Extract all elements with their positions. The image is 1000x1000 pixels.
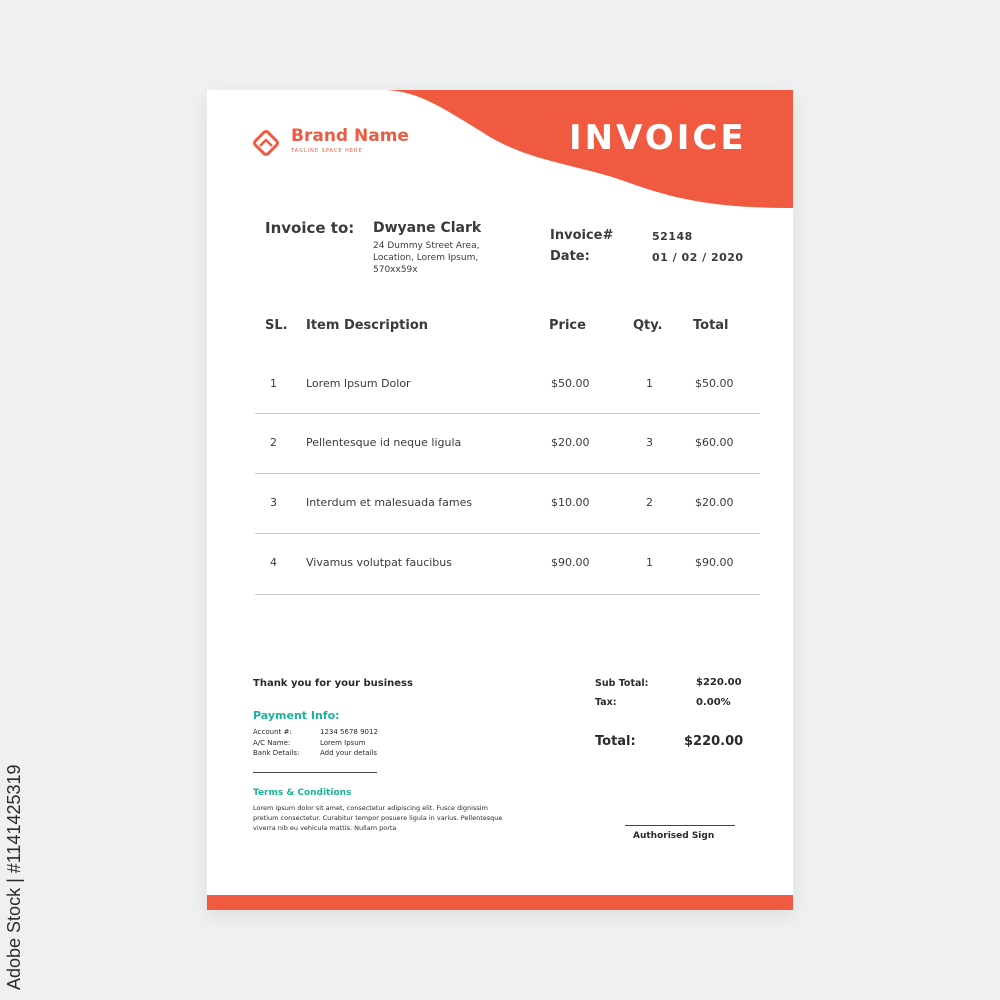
total-value: $220.00 bbox=[684, 734, 744, 749]
col-header-total: Total bbox=[693, 318, 729, 333]
row-divider bbox=[255, 533, 760, 534]
invoice-to-label: Invoice to: bbox=[265, 219, 355, 237]
invoice-number-label: Invoice# bbox=[550, 228, 614, 243]
row-divider bbox=[255, 473, 760, 474]
row-qty: 1 bbox=[646, 377, 653, 390]
payment-ac-name bbox=[253, 739, 366, 747]
terms-text: Lorem ipsum dolor sit amet, consectetur adipiscing elit. Fusce dignissim pretium consectetur. Curabitur tempor posuere ligula in varius. Pellentesque viverra nib eu vehicula mattis. Nullam porta bbox=[253, 804, 503, 832]
col-header-description: Item Description bbox=[306, 318, 429, 333]
payment-label: A/C Name: bbox=[253, 739, 291, 747]
row-sl: 1 bbox=[270, 377, 277, 390]
footer-accent-bar bbox=[207, 895, 793, 910]
signature-line bbox=[625, 825, 735, 826]
invoice-title: INVOICE bbox=[569, 118, 747, 158]
row-sl: 3 bbox=[270, 496, 277, 509]
col-header-qty: Qty. bbox=[633, 318, 663, 333]
payment-info-title: Payment Info: bbox=[253, 709, 340, 722]
table-row bbox=[207, 556, 793, 616]
row-qty: 1 bbox=[646, 556, 653, 569]
payment-label: Account #: bbox=[253, 728, 292, 736]
row-sl: 2 bbox=[270, 436, 277, 449]
row-total: $60.00 bbox=[695, 436, 734, 449]
payment-account bbox=[253, 728, 378, 736]
table-row bbox=[207, 496, 793, 556]
payment-value: Lorem Ipsum bbox=[320, 739, 366, 747]
tax-value: 0.00% bbox=[696, 697, 731, 708]
payment-divider bbox=[253, 772, 377, 773]
subtotal-value: $220.00 bbox=[696, 677, 742, 688]
row-description: Vivamus volutpat faucibus bbox=[306, 556, 452, 569]
invoice-sheet bbox=[207, 90, 793, 910]
authorised-sign-label: Authorised Sign bbox=[633, 831, 715, 841]
row-divider bbox=[255, 413, 760, 414]
col-header-price: Price bbox=[549, 318, 586, 333]
row-price: $90.00 bbox=[551, 556, 590, 569]
date-label: Date: bbox=[550, 249, 590, 264]
diamond-home-icon bbox=[249, 126, 283, 160]
row-price: $50.00 bbox=[551, 377, 590, 390]
table-row bbox=[207, 436, 793, 496]
row-description: Pellentesque id neque ligula bbox=[306, 436, 462, 449]
thank-you-note: Thank you for your business bbox=[253, 678, 413, 689]
row-price: $20.00 bbox=[551, 436, 590, 449]
row-total: $90.00 bbox=[695, 556, 734, 569]
stock-credit: Adobe Stock | #1141425319 bbox=[4, 764, 24, 990]
invoice-date: 01 / 02 / 2020 bbox=[652, 251, 744, 264]
total-label: Total: bbox=[595, 734, 636, 749]
row-qty: 3 bbox=[646, 436, 653, 449]
brand-tagline: TAGLINE SPACE HERE bbox=[291, 148, 363, 154]
payment-label: Bank Details: bbox=[253, 749, 300, 757]
terms-title: Terms & Conditions bbox=[253, 788, 352, 798]
payment-bank-details bbox=[253, 749, 377, 757]
row-qty: 2 bbox=[646, 496, 653, 509]
row-total: $50.00 bbox=[695, 377, 734, 390]
customer-address: 24 Dummy Street Area, Location, Lorem Ipsum, 570xx59x bbox=[373, 241, 480, 275]
row-total: $20.00 bbox=[695, 496, 734, 509]
row-price: $10.00 bbox=[551, 496, 590, 509]
row-sl: 4 bbox=[270, 556, 277, 569]
brand-name: Brand Name bbox=[291, 126, 409, 146]
brand-block bbox=[249, 126, 409, 160]
row-description: Lorem Ipsum Dolor bbox=[306, 377, 411, 390]
row-description: Interdum et malesuada fames bbox=[306, 496, 473, 509]
payment-value: Add your details bbox=[320, 749, 378, 757]
table-row bbox=[207, 377, 793, 437]
row-divider bbox=[255, 594, 760, 595]
invoice-number: 52148 bbox=[652, 230, 693, 243]
tax-label: Tax: bbox=[595, 697, 617, 708]
customer-name: Dwyane Clark bbox=[373, 220, 482, 236]
payment-value: 1234 5678 9012 bbox=[320, 728, 378, 736]
subtotal-label: Sub Total: bbox=[595, 678, 649, 689]
col-header-sl: SL. bbox=[265, 318, 288, 333]
